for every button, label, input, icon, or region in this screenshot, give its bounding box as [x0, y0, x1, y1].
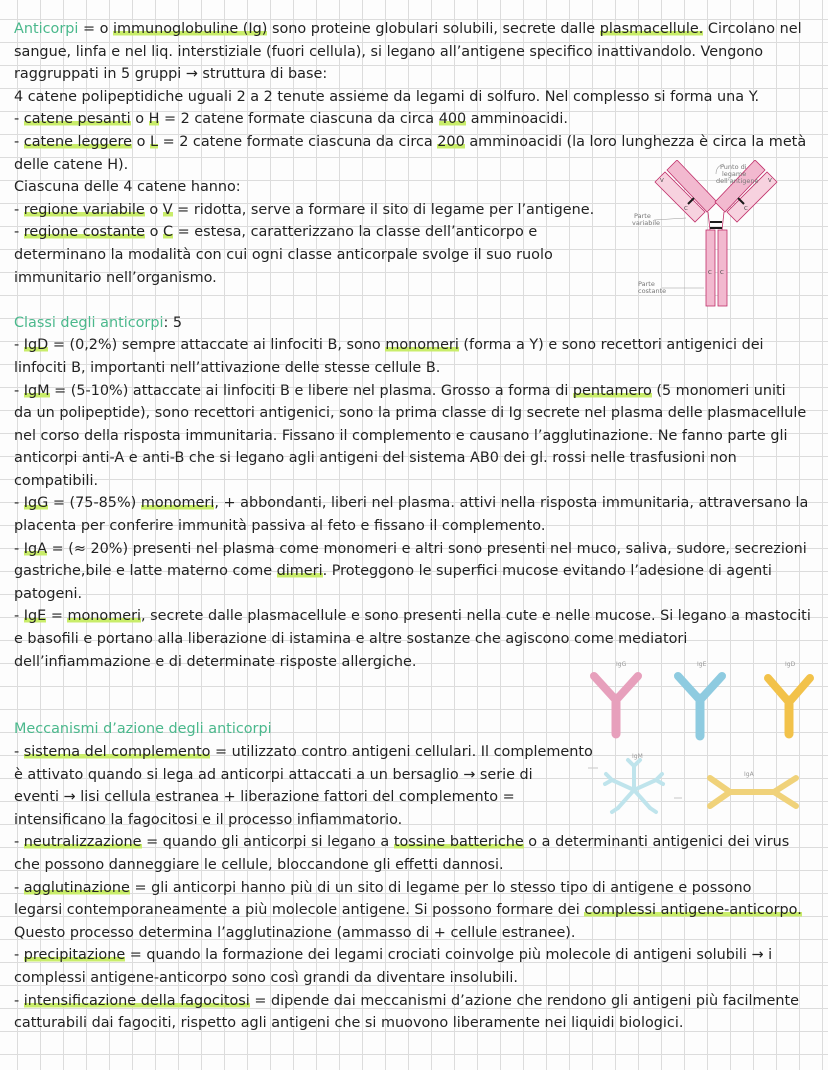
line: intensificano la fagocitosi e il processo infiammatorio.: [14, 811, 403, 828]
svg-text:C: C: [744, 206, 748, 212]
antibody-classes-diagram: [584, 658, 824, 822]
line: - catene leggere o L = 2 catene formate ciascuna da circa 200 amminoacidi (la loro lunghezza è circa la metà: [14, 133, 807, 150]
line: - precipitazione = quando la formazione dei legami crociati coinvolge più molecole di antigeni solubili → i: [14, 947, 773, 964]
line: Ciascuna delle 4 catene hanno:: [14, 179, 241, 196]
svg-text:V: V: [660, 178, 664, 184]
label-variable-part: Parte variabile: [632, 212, 661, 227]
line: determinano la modalità con cui ogni classe anticorpale svolge il suo ruolo: [14, 246, 553, 263]
iga-molecule: [710, 778, 796, 806]
line: nel corso della risposta immunitaria. Fissano il complemento e causano l’agglutinazione. Ne fanno parte gli: [14, 427, 788, 444]
label-ige: IgE: [697, 661, 707, 668]
line: anticorpi anti-A e anti-B che si legano agli antigeni del sistema AB0 dei gl. rossi nelle trasfusioni non: [14, 450, 737, 467]
line: - intensificazione della fagocitosi = dipende dai meccanismi d’azione che rendono gli antigeni più facilmente: [14, 992, 800, 1009]
line: Classi degli anticorpi: 5: [14, 314, 183, 331]
igd-molecule: [768, 678, 810, 734]
line: - sistema del complemento = utilizzato contro antigeni cellulari. Il complemento: [14, 744, 593, 760]
label-igm: IgM: [632, 753, 643, 760]
line: - IgG = (75-85%) monomeri, + abbondanti, liberi nel plasma. attivi nella risposta immunitaria, attraversano la: [14, 495, 809, 512]
line: placenta per conferire immunità passiva al feto e fissano il complemento.: [14, 518, 546, 535]
line: - IgA = (≈ 20%) presenti nel plasma come monomeri e altri sono presenti nel muco, saliva, sudore, secrezioni: [14, 540, 807, 557]
line: è attivato quando si lega ad anticorpi attaccati a un bersaglio → serie di: [14, 766, 533, 783]
line: complessi antigene-anticorpo sono così grandi da diventare insolubili.: [14, 969, 518, 986]
line: - IgM = (5-10%) attaccate ai linfociti B e libere nel plasma. Grosso a forma di pentamero (5 monomeri uniti: [14, 382, 786, 399]
section-title: Meccanismi d’azione degli anticorpi: [14, 721, 272, 738]
label-binding-site: Punto di legame dell’antigene: [716, 163, 759, 185]
line: linfociti B, importanti nell’attivazione delle stesse cellule B.: [14, 359, 441, 376]
svg-text:V: V: [768, 178, 772, 184]
label-igg: IgG: [616, 661, 627, 668]
label-constant-part: Parte costante: [638, 280, 667, 295]
line: - catene pesanti o H = 2 catene formate ciascuna da circa 400 amminoacidi.: [14, 111, 568, 128]
line: catturabili dai fagociti, rispetto agli antigeni che si muovono liberamente nei liquidi biologici.: [14, 1015, 684, 1032]
section-title: Classi degli anticorpi: [14, 314, 164, 331]
section-title: Anticorpi: [14, 21, 79, 37]
svg-text:C: C: [720, 270, 724, 276]
ige-molecule: [678, 676, 722, 736]
igm-molecule: [605, 760, 663, 812]
line: gastriche,bile e latte materno come dimeri. Proteggono le superfici mucose evitando l’adesione di agenti: [14, 563, 772, 580]
line: sangue, linfa e nel liq. interstiziale (fuori cellula), si legano all’antigene specifico inattivandolo. Vengono: [14, 43, 764, 60]
line: - IgE = monomeri, secrete dalle plasmacellule e sono presenti nella cute e nelle mucose. Si legano a mastociti: [14, 608, 811, 625]
line: che possono danneggiare le cellule, bloccandone gli effetti dannosi.: [14, 856, 504, 873]
label-igd: IgD: [785, 661, 796, 668]
line: - regione costante o C = estesa, caratterizzano la classe dell’anticorpo e: [14, 224, 538, 241]
line: Anticorpi = o immunoglobuline (Ig) sono proteine globulari solubili, secrete dalle plasmacellule. Circolano nel: [14, 21, 802, 37]
line: eventi → lisi cellula estranea + liberazione fattori del complemento =: [14, 789, 515, 806]
line: legarsi contemporaneamente a più molecole antigene. Si possono formare dei complessi antigene-anticorpo.: [14, 902, 802, 919]
line: immunitario nell’organismo.: [14, 269, 217, 286]
svg-text:C: C: [684, 206, 688, 212]
line: raggruppati in 5 gruppi → struttura di base:: [14, 66, 328, 83]
antibody-structure-diagram: [628, 160, 814, 310]
line: - neutralizzazione = quando gli anticorpi si legano a tossine batteriche o a determinanti antigenici dei virus: [14, 834, 790, 851]
label-iga: IgA: [744, 771, 754, 778]
line: 4 catene polipeptidiche uguali 2 a 2 tenute assieme da legami di solfuro. Nel complesso si forma una Y.: [14, 88, 760, 105]
line: e basofili e portano alla liberazione di istamina e altre sostanze che agiscono come mediatori: [14, 631, 688, 648]
line: compatibili.: [14, 472, 99, 489]
svg-text:C: C: [708, 270, 712, 276]
line: Questo processo determina l’agglutinazione (ammasso di + cellule estranee).: [14, 924, 576, 941]
line: - agglutinazione = gli anticorpi hanno più di un sito di legame per lo stesso tipo di antigene e possono: [14, 879, 752, 896]
line: patogeni.: [14, 585, 83, 602]
line: da un polipeptide), sono recettori antigenici, sono la prima classe di Ig secrete nel plasma delle plasmacellule: [14, 405, 807, 422]
igg-molecule: [594, 676, 638, 734]
line: - IgD = (0,2%) sempre attaccate ai linfociti B, sono monomeri (forma a Y) e sono recettori antigenici dei: [14, 337, 764, 354]
line: dell’infiammazione e di determinate risposte allergiche.: [14, 653, 417, 670]
line: delle catene H).: [14, 156, 129, 173]
line: - regione variabile o V = ridotta, serve a formare il sito di legame per l’antigene.: [14, 201, 595, 218]
